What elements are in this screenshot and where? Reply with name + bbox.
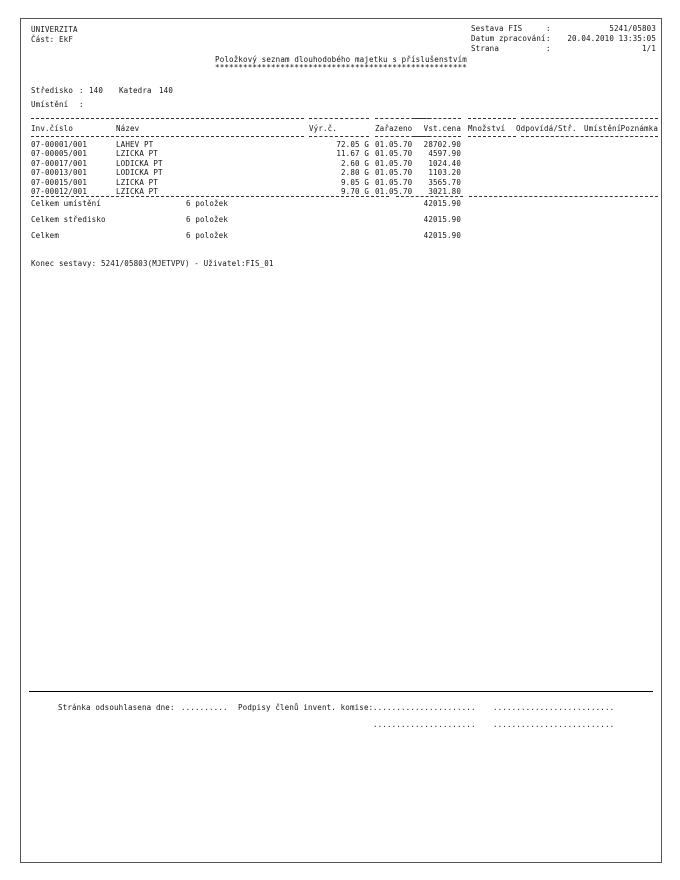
total-item-count: 6 položek: [186, 215, 228, 224]
cell-vst-cena: 1103.20: [428, 168, 461, 178]
asset-table-rows: [21, 140, 661, 196]
cell-inv-cislo: 07-00005/001: [31, 149, 87, 159]
report-title: Položkový seznam dlouhodobého majetku s příslušenstvím: [215, 55, 467, 64]
umisteni-label: Umístění: [31, 100, 69, 109]
total-item-count: 6 položek: [186, 199, 228, 208]
header-rule-segment: [521, 136, 658, 137]
header-rule-segment: [116, 118, 304, 119]
column-header-mnozstvi: Množství: [468, 124, 506, 133]
total-label: Celkem středisko: [31, 215, 106, 224]
meta-value: 5241/05803: [609, 24, 656, 33]
signature-line: ......................: [373, 720, 476, 729]
cell-vst-cena: 1024.40: [428, 158, 461, 168]
data-rule-segment: [31, 196, 389, 197]
meta-label: Sestava FIS: [471, 24, 523, 33]
data-rule-segment: [396, 196, 463, 197]
table-row: [21, 187, 661, 196]
table-row: [21, 168, 661, 177]
report-page: [20, 18, 662, 863]
signature-line: ..........................: [493, 720, 615, 729]
meta-separator: :: [546, 24, 551, 33]
signature-line: ..........................: [493, 703, 615, 712]
total-row: [21, 199, 661, 215]
umisteni-colon: :: [79, 100, 84, 109]
katedra-label: Katedra: [119, 86, 152, 95]
column-header-vst-cena: Vst.cena: [423, 124, 461, 133]
meta-label: Strana: [471, 44, 499, 53]
end-of-report-text: Konec sestavy: 5241/05803(MJETVPV) - Uživatel:FIS_01: [31, 259, 274, 268]
cell-zarazeno: 01.05.70: [375, 186, 413, 196]
total-row: [21, 215, 661, 231]
cell-vst-cena: 28702.90: [423, 140, 461, 149]
report-meta: [471, 24, 658, 54]
total-row: [21, 231, 661, 247]
approved-date-line: ..........: [181, 703, 228, 712]
cell-vyr-c: 9.70 G: [341, 186, 369, 196]
cell-vst-cena: 3565.70: [428, 177, 461, 187]
header-rule-segment: [31, 136, 114, 137]
column-header-inv-cislo: Inv.číslo: [31, 124, 73, 133]
cell-inv-cislo: 07-00012/001: [31, 186, 87, 196]
cell-inv-cislo: 07-00013/001: [31, 168, 87, 178]
header-rule-segment: [468, 136, 516, 137]
meta-value: 1/1: [642, 44, 656, 53]
signature-divider: [29, 691, 653, 692]
meta-line: [471, 24, 658, 34]
katedra-value: 140: [159, 86, 173, 95]
signatures-label: Podpisy členů invent. komise:: [238, 703, 374, 712]
org-part: Část: EkF: [31, 35, 73, 44]
table-row: [21, 159, 661, 168]
meta-line: [471, 34, 658, 44]
cell-zarazeno: 01.05.70: [375, 177, 413, 187]
column-header-zarazeno: Zařazeno: [375, 124, 413, 133]
total-label: Celkem umístění: [31, 199, 101, 208]
cell-zarazeno: 01.05.70: [375, 140, 413, 149]
column-header-nazev: Název: [116, 124, 140, 133]
totals-section: [21, 199, 661, 247]
cell-vst-cena: 3021.80: [428, 186, 461, 196]
meta-line: [471, 44, 658, 54]
data-rule-segment: [469, 196, 658, 197]
total-item-count: 6 položek: [186, 231, 228, 240]
cell-inv-cislo: 07-00017/001: [31, 158, 87, 168]
cell-vyr-c: 72.05 G: [336, 140, 369, 149]
cell-nazev: LAHEV PT: [116, 140, 154, 149]
cell-inv-cislo: 07-00001/001: [31, 140, 87, 149]
total-value: 42015.90: [423, 231, 461, 240]
org-name: UNIVERZITA: [31, 25, 78, 34]
header-rule-segment: [309, 136, 369, 137]
cell-nazev: LZICKA PT: [116, 186, 158, 196]
cell-nazev: LODICKA PT: [116, 158, 163, 168]
cell-vyr-c: 11.67 G: [336, 149, 369, 159]
header-rule-segment: [309, 118, 369, 119]
table-row: [21, 140, 661, 149]
title-underline: ******************************************************: [215, 63, 467, 72]
header-rule-segment: [414, 136, 461, 137]
header-rule-segment: [116, 136, 304, 137]
header-rule-segment: [468, 118, 516, 119]
cell-nazev: LZICKA PT: [116, 177, 158, 187]
column-header-odpovida-str: Odpovídá/Stř.: [516, 124, 577, 133]
column-header-vyr-c: Výr.č.: [309, 124, 337, 133]
total-label: Celkem: [31, 231, 59, 240]
total-value: 42015.90: [423, 199, 461, 208]
cell-nazev: LODICKA PT: [116, 168, 163, 178]
cell-vyr-c: 2.60 G: [341, 158, 369, 168]
stredisko-value: 140: [89, 86, 103, 95]
header-rule-segment: [521, 118, 658, 119]
stredisko-label: Středisko: [31, 86, 73, 95]
meta-label: Datum zpracování: [471, 34, 546, 43]
stredisko-colon: :: [79, 86, 84, 95]
signature-line: ......................: [373, 703, 476, 712]
cell-zarazeno: 01.05.70: [375, 158, 413, 168]
column-header-poznamka: Poznámka: [620, 124, 658, 133]
cell-vyr-c: 9.05 G: [341, 177, 369, 187]
cell-vst-cena: 4597.90: [428, 149, 461, 159]
cell-zarazeno: 01.05.70: [375, 168, 413, 178]
header-rule-segment: [31, 118, 114, 119]
meta-separator: :: [546, 44, 551, 53]
meta-value: 20.04.2010 13:35:05: [567, 34, 656, 43]
meta-separator: :: [546, 34, 551, 43]
header-rule-segment: [414, 118, 461, 119]
approved-date-label: Stránka odsouhlasena dne:: [58, 703, 175, 712]
table-row: [21, 149, 661, 158]
cell-nazev: LZICKA PT: [116, 149, 158, 159]
cell-vyr-c: 2.80 G: [341, 168, 369, 178]
cell-inv-cislo: 07-00015/001: [31, 177, 87, 187]
cell-zarazeno: 01.05.70: [375, 149, 413, 159]
table-row: [21, 178, 661, 187]
total-value: 42015.90: [423, 215, 461, 224]
column-header-umisteni: Umístění: [584, 124, 622, 133]
